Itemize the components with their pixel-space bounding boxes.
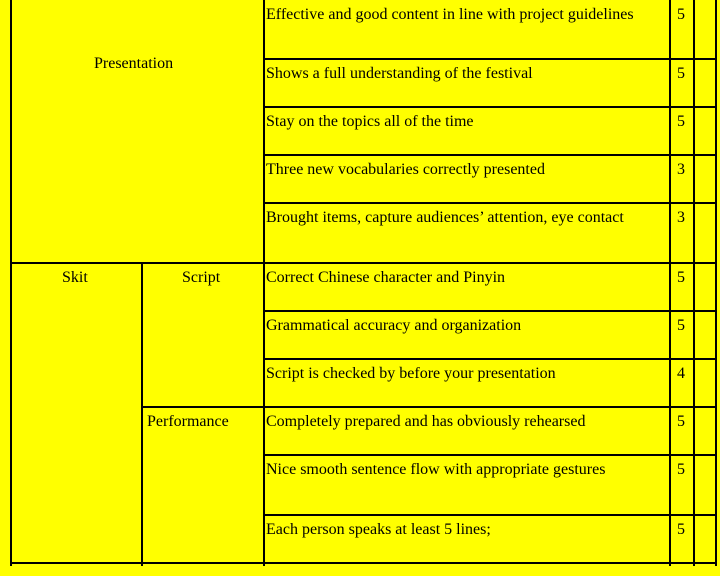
table-divider-points	[669, 0, 671, 566]
criterion-points: 5	[677, 317, 685, 334]
criterion-points: 3	[677, 209, 685, 226]
criterion-points: 5	[677, 521, 685, 538]
table-left-border	[10, 0, 12, 566]
table-right-border	[715, 0, 717, 566]
section-divider	[10, 262, 717, 264]
criterion-text: Each person speaks at least 5 lines;	[266, 521, 491, 538]
criterion-points: 5	[677, 461, 685, 478]
criterion-text: Grammatical accuracy and organization	[266, 317, 522, 334]
criterion-text: Brought items, capture audiences’ attention, eye contact	[266, 209, 624, 226]
row-divider	[263, 58, 717, 60]
row-divider	[263, 106, 717, 108]
row-divider	[141, 406, 717, 408]
criterion-points: 5	[677, 113, 685, 130]
table-bottom-border	[10, 562, 717, 564]
criterion-text: Script is checked by before your presentation	[266, 365, 556, 382]
criterion-text: Completely prepared and has obviously rehearsed	[266, 413, 586, 430]
criterion-text: Nice smooth sentence flow with appropriate gestures	[266, 461, 606, 478]
row-divider	[263, 202, 717, 204]
subcategory-script: Script	[182, 269, 221, 286]
row-divider	[263, 310, 717, 312]
criterion-text: Three new vocabularies correctly presented	[266, 161, 545, 178]
table-divider-extra	[693, 0, 695, 566]
row-divider	[263, 154, 717, 156]
row-divider	[263, 454, 717, 456]
criterion-points: 5	[677, 413, 685, 430]
criterion-text: Correct Chinese character and Pinyin	[266, 269, 506, 286]
row-divider	[263, 358, 717, 360]
row-divider	[263, 514, 717, 516]
category-presentation: Presentation	[94, 55, 174, 72]
subcategory-performance: Performance	[147, 413, 229, 430]
table-divider-subcategory	[141, 263, 143, 566]
table-divider-category	[263, 0, 265, 566]
criterion-text: Effective and good content in line with project guidelines	[266, 6, 634, 23]
category-skit: Skit	[62, 269, 88, 286]
criterion-points: 3	[677, 161, 685, 178]
criterion-text: Shows a full understanding of the festival	[266, 65, 533, 82]
criterion-points: 5	[677, 65, 685, 82]
criterion-points: 4	[677, 365, 685, 382]
criterion-text: Stay on the topics all of the time	[266, 113, 474, 130]
criterion-points: 5	[677, 6, 685, 23]
criterion-points: 5	[677, 269, 685, 286]
